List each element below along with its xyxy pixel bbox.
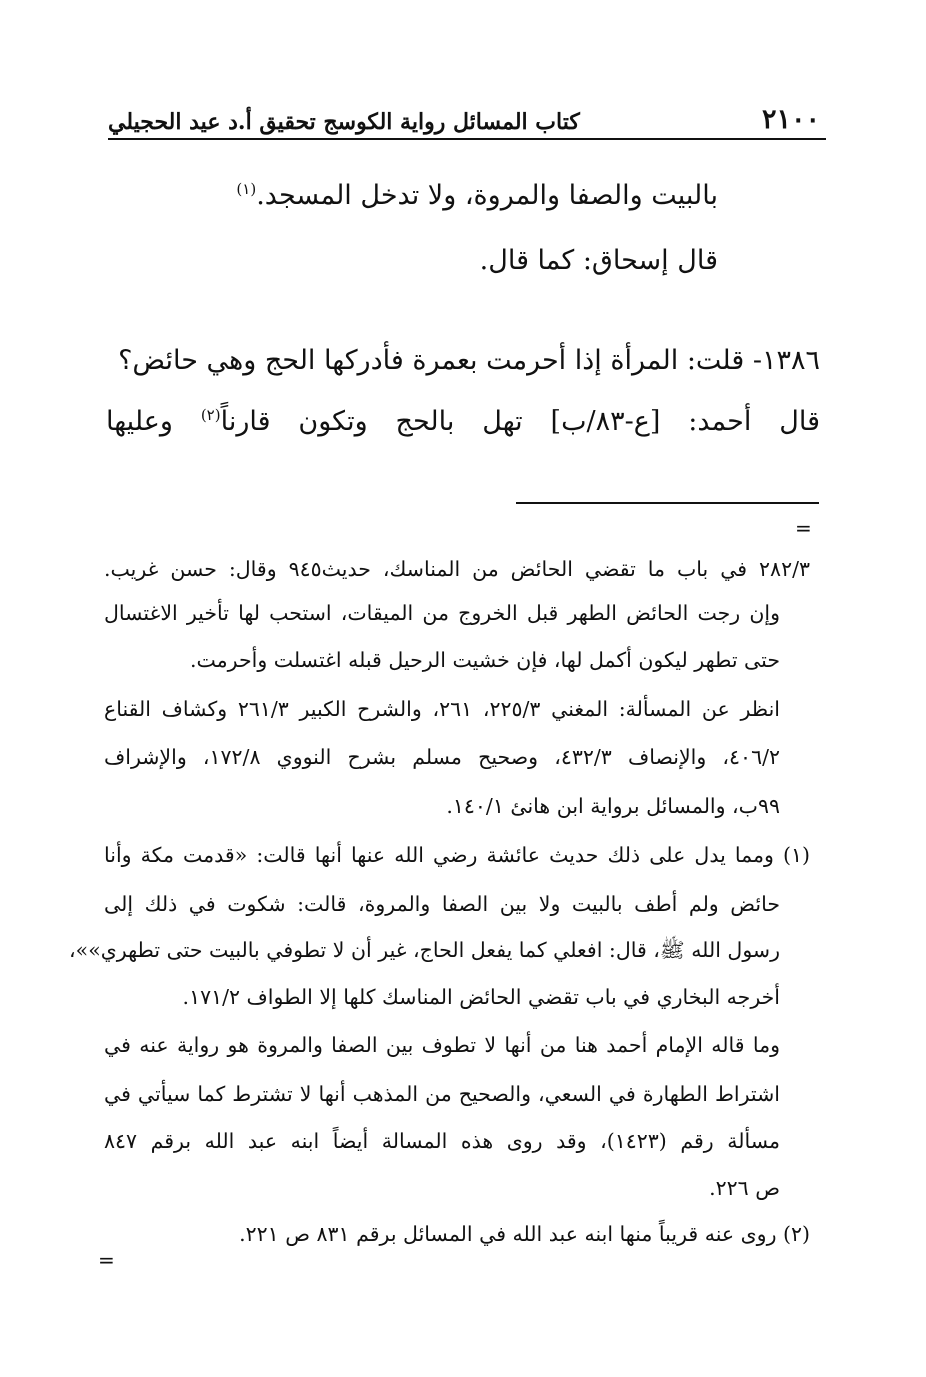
- footnote-line: وما قاله الإمام أحمد هنا من أنها لا تطوف بين الصفا والمروة هو رواية عنه في: [104, 1033, 780, 1057]
- body-line-1-text: بالبيت والصفا والمروة، ولا تدخل المسجد.: [256, 180, 718, 211]
- footnote-1: (١) ومما يدل على ذلك حديث عائشة رضي الله عنها أنها قالت: «قدمت مكة وأنا: [104, 843, 810, 867]
- footnote-line: مسألة رقم (١٤٢٣)، وقد روى هذه المسالة أيضاً ابنه عبد الله برقم ٨٤٧: [104, 1129, 780, 1153]
- page-number: ٢١٠٠: [761, 104, 820, 135]
- running-title: كتاب المسائل رواية الكوسج تحقيق أ.د عيد الحجيلي: [108, 109, 580, 135]
- continuation-mark-top: =: [795, 516, 812, 540]
- footnote-line: اشتراط الطهارة في السعي، والصحيح من المذهب أنها لا تشترط كما سيأتي في: [104, 1082, 780, 1106]
- answer-continuation: وعليها: [106, 406, 173, 437]
- body-line-1: [236, 180, 718, 211]
- footnote-line: أخرجه البخاري في باب تقضي الحائض المناسك كلها إلا الطواف ١٧١/٢.: [182, 985, 780, 1009]
- footnote-2: (٢) روى عنه قريباً منها ابنه عبد الله في المسائل برقم ٨٣١ ص ٢٢١.: [239, 1222, 810, 1246]
- footnote-separator: [516, 502, 819, 504]
- answer-text: قال أحمد: [ع-٨٣/ب] تهل بالحج وتكون قارناً: [220, 406, 820, 437]
- answer-line: [106, 406, 820, 437]
- footnote-ref-1: (١): [236, 180, 257, 198]
- footnote-line: ٩٩ب، والمسائل برواية ابن هانئ ١٤٠/١.: [446, 794, 780, 818]
- page-header: [108, 95, 820, 135]
- footnote-line: انظر عن المسألة: المغني ٢٢٥/٣، ٢٦١، والشرح الكبير ٢٦١/٣ وكشاف القناع: [104, 697, 780, 721]
- footnote-line: حائض ولم أطف بالبيت ولا بين الصفا والمروة، قالت: شكوت في ذلك إلى: [104, 892, 780, 916]
- question-1386: ١٣٨٦- قلت: المرأة إذا أحرمت بعمرة فأدركها الحج وهي حائض؟: [118, 345, 820, 376]
- body-line-2: قال إسحاق: كما قال.: [479, 245, 718, 276]
- continuation-mark-bottom: =: [98, 1248, 115, 1272]
- footnote-line: رسول الله ﷺ، قال: افعلي كما يفعل الحاج، غير أن لا تطوفي بالبيت حتى تطهري»»،: [69, 938, 780, 962]
- footnote-line: ٢٨٢/٣ في باب ما تقضي الحائض من المناسك، حديث٩٤٥ وقال: حسن غريب.: [104, 557, 810, 581]
- footnote-line: ص ٢٢٦.: [709, 1176, 780, 1200]
- footnote-line: حتى تطهر ليكون أكمل لها، فإن خشيت الرحيل قبله اغتسلت وأحرمت.: [190, 648, 780, 672]
- header-rule: [108, 138, 826, 140]
- footnote-line: وإن رجت الحائض الطهر قبل الخروج من الميقات، استحب لها تأخير الاغتسال: [104, 601, 780, 625]
- footnote-ref-2: (٢): [200, 406, 221, 424]
- footnote-line: ٤٠٦/٢، والإنصاف ٤٣٢/٣، وصحيح مسلم بشرح النووي ١٧٢/٨، والإشراف: [104, 745, 780, 769]
